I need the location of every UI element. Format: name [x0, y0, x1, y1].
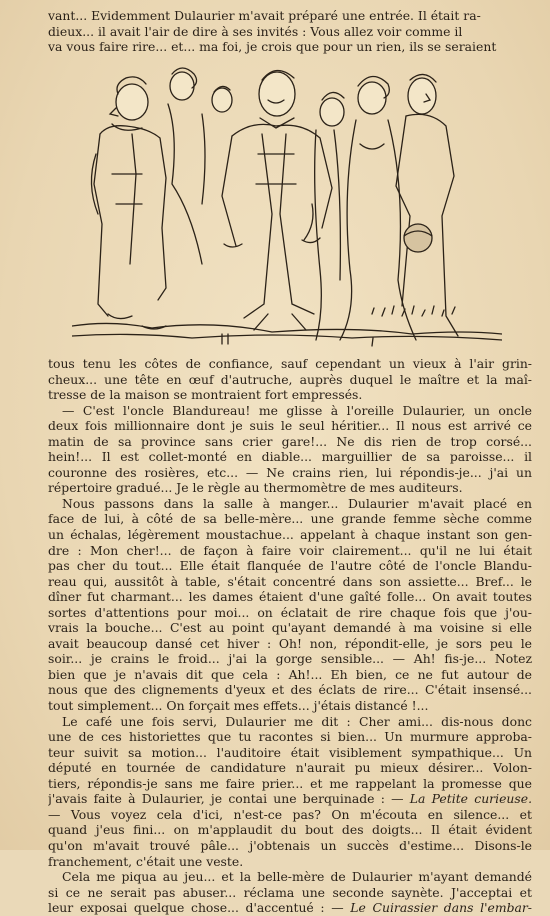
body-line: Le café une fois servi, Dulaurier me dit : Cher ami... dis-nous donc [62, 713, 532, 729]
body-line: une de ces historiettes que tu racontes si bien... Un murmure approba- [48, 729, 532, 745]
body-line: franchement, c'était une veste. [48, 853, 244, 869]
body-line: cheux... une tête en œuf d'autruche, auprès duquel le maître et la maî- [48, 371, 532, 387]
body-line: — C'est l'oncle Blandureau! me glisse à l'oreille Dulaurier, un oncle [62, 402, 532, 418]
body-line: soir... je crains le froid... j'ai la gorge sensible... — Ah! fis-je... Notez [48, 651, 532, 667]
body-line: face de lui, à côté de sa belle-mère... une grande femme sèche comme [48, 511, 532, 527]
body-line: dîner fut charmant... les dames étaient d'une gaîté folle... On avait toutes [48, 589, 532, 605]
figure-lady-center [340, 76, 416, 340]
body-line: tous tenu les côtes de confiance, sauf cependant un vieux à l'air grin- [48, 356, 532, 371]
italic-title: La Petite curieuse. [409, 791, 532, 807]
body-line: un échalas, légèrement moustachue... appelant à chaque instant son gen- [48, 527, 532, 543]
body-line: tiers, répondis-je sans me faire prier... et me rappelant la promesse que [48, 775, 532, 791]
figure-old-man [91, 77, 166, 329]
body-line: député en tournée de candidature n'aurait pu mieux désirer... Volon- [48, 760, 532, 776]
body-line: teur suivit sa motion... l'auditoire était visiblement sympathique... Un [48, 744, 532, 760]
figure-background-guests [168, 68, 232, 264]
body-line: sortes d'attentions pour moi... on éclatait de rire chaque fois que j'ou- [48, 604, 532, 620]
figure-lady-left [315, 92, 344, 340]
body-line: — Vous voyez cela d'ici, n'est-ce pas? On m'écouta en silence... et [48, 806, 532, 822]
body-line: qu'on m'avait trouvé pâle... j'obtenais un succès d'estime... Disons-le [48, 837, 532, 853]
body-line: matin de sa province sans crier gare!... Ne dis rien de trop corsé... [48, 433, 532, 449]
body-line: tout simplement... On forçait mes effets... j'étais distancé !... [48, 698, 429, 714]
body-line: hein!... Il est collet-monté en diable... marguillier de sa paroisse... il [48, 449, 532, 465]
body-line: j'avais faite à Dulaurier, je contai une berquinade : — La Petite curieuse. [48, 791, 532, 807]
body-line: vrais la bouche... C'est au point qu'ayant demandé à ma voisine si elle [48, 620, 532, 636]
body-line: pas cher du tout... Elle était flanquée de l'autre côté de l'oncle Blandu- [48, 558, 532, 574]
body-line: leur exposai quelque chose... d'accentué : — Le Cuirassier dans l'embar- [48, 900, 532, 916]
figure-man-right [396, 74, 458, 336]
body-line: si ce ne serait pas abuser... réclama une seconde saynète. J'acceptai et [48, 884, 532, 900]
top-line: vant... Evidemment Dulaurier m'avait préparé une entrée. Il était ra- [48, 8, 481, 23]
top-paragraph [48, 8, 532, 55]
body-line: deux fois millionnaire dont je suis le seul héritier... Il nous est arrivé ce [48, 418, 532, 434]
italic-title: Le Cuirassier dans l'embar- [350, 900, 532, 916]
top-line: va vous faire rire... et... ma foi, je crois que pour un rien, ils se seraient [48, 39, 497, 55]
body-line: reau qui, aussitôt à table, s'était concentré dans son assiette... Bref... le [48, 573, 532, 589]
body-line: dre : Mon cher!... de façon à faire voir clairement... qu'il ne lui était [48, 542, 532, 558]
body-line: quand j'eus fini... on m'applaudit du bout des doigts... Il était évident [48, 822, 532, 838]
body-line: répertoire gradué... Je le règle au thermomètre de mes auditeurs. [48, 480, 463, 496]
floor-hatching [72, 306, 502, 346]
body-text [48, 356, 532, 916]
body-line: nous que des clignements d'yeux et des éclats de rire... C'était insensé... [48, 682, 532, 698]
body-line: avait beaucoup dansé cet hiver : Oh! non, répondit-elle, je sors peu le [48, 635, 532, 651]
body-line: bien que je n'avais dit que cela : Ah!... Eh bien, ce ne fut autour de [48, 666, 532, 682]
body-line: Nous passons dans la salle à manger... Dulaurier m'avait placé en [62, 495, 532, 511]
body-line: couronne des rosières, etc... — Ne crains rien, lui répondis-je... j'ai un [48, 464, 532, 480]
body-line: tresse de la maison se montraient fort empressés. [48, 387, 363, 403]
engraving-illustration [72, 64, 502, 354]
top-line: dieux... il avait l'air de dire à ses invités : Vous allez voir comme il [48, 23, 463, 39]
body-line: Cela me piqua au jeu... et la belle-mère de Dulaurier m'ayant demandé [62, 869, 532, 885]
